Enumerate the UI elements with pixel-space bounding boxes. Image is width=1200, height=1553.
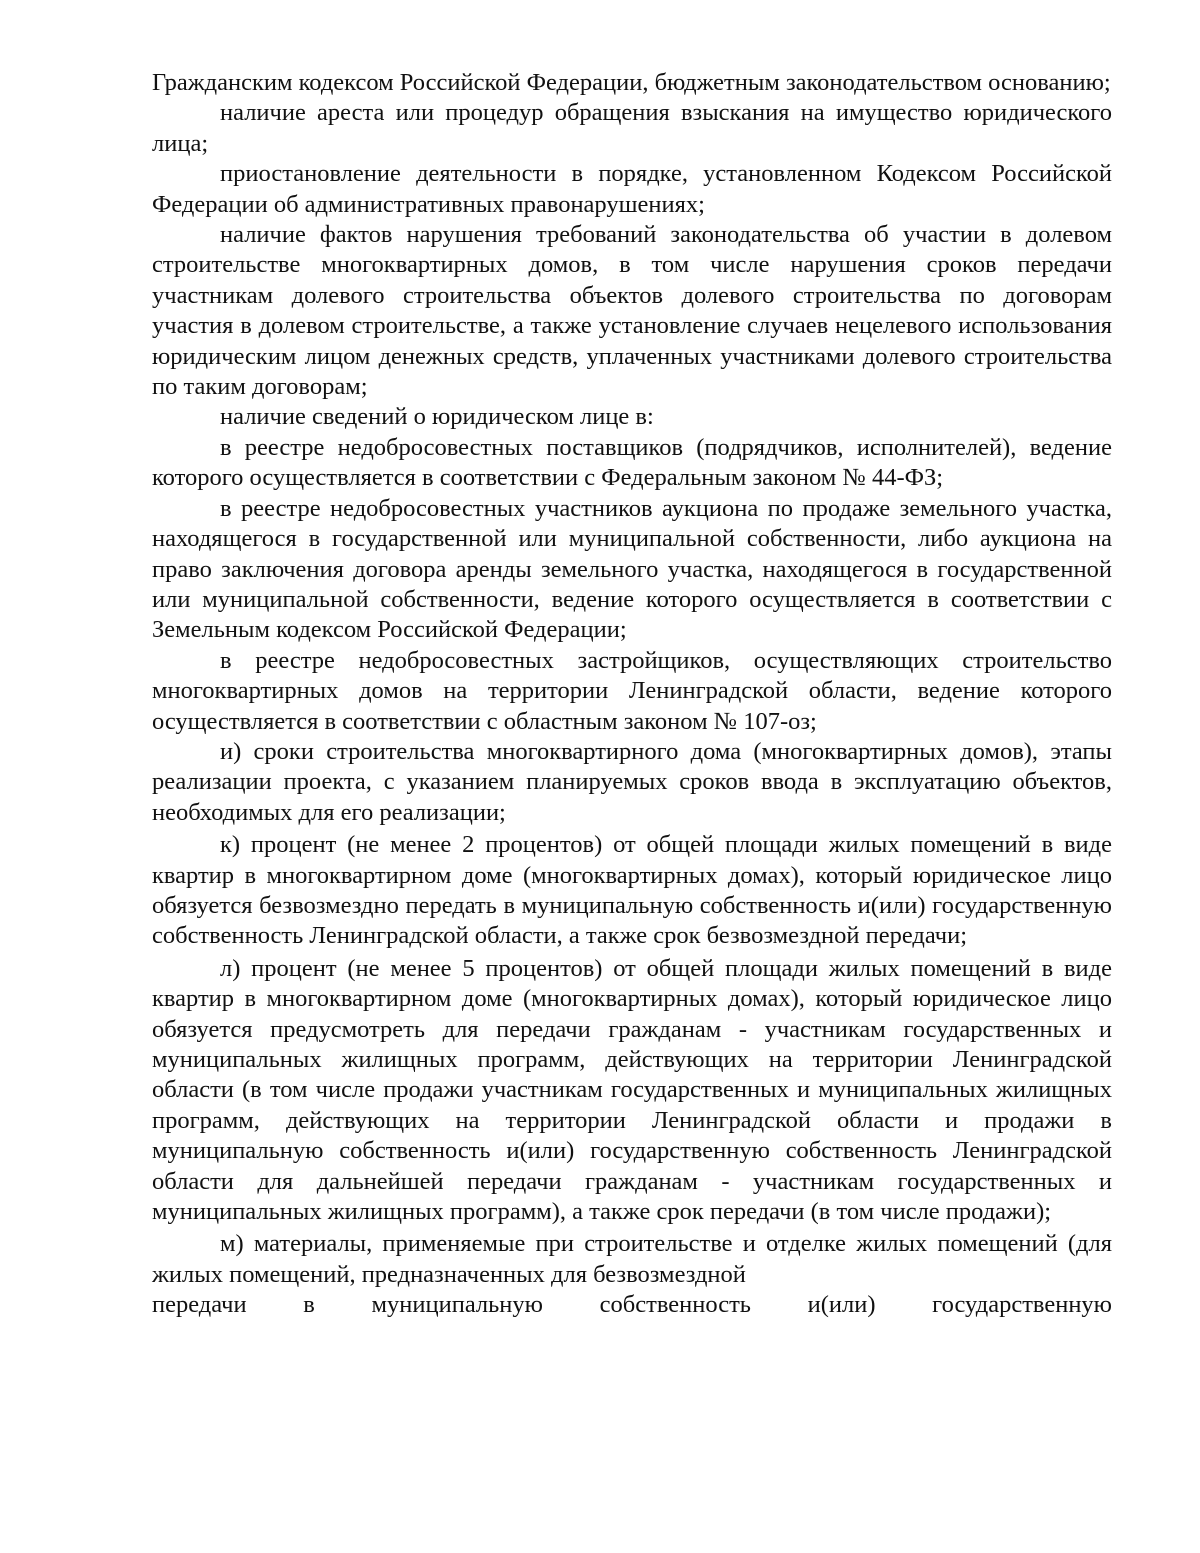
paragraph-item-l: л) процент (не менее 5 процентов) от общей площади жилых помещений в виде квартир в многоквартирном доме (многоквартирных домах), который юридическое лицо обязуется предусмотреть для передачи гражданам - участникам государственных и муниципальных жилищных программ, действующих на территории Ленинградской области (в том числе продажи участникам государственных и муниципальных жилищных программ, действующих на территории Ленинградской области и продажи в муниципальную собственность и(или) государственную собственность Ленинградской области для дальнейшей передачи гражданам - участникам государственных и муниципальных жилищных программ), а также срок передачи (в том числе продажи); <box>152 954 1112 1226</box>
paragraph-developers-registry: в реестре недобросовестных застройщиков, осуществляющих строительство многоквартирных домов на территории Ленинградской области, ведение которого осуществляется в соответствии с областным законом № 107-оз; <box>152 646 1112 735</box>
paragraph-registries-intro: наличие сведений о юридическом лице в: <box>220 403 654 431</box>
paragraph-arrest: наличие ареста или процедур обращения взыскания на имущество юридического лица; <box>152 99 1112 157</box>
paragraph-continuation: передачи в муниципальную собственность и(или) государственную <box>152 1291 1112 1319</box>
paragraph-violations: наличие фактов нарушения требований законодательства об участии в долевом строительстве многоквартирных домов, в том числе нарушения сроков передачи участникам долевого строительства объектов долевого строительства по договорам участия в долевом строительстве, а также установление случаев нецелевого использования юридическим лицом денежных средств, уплаченных участниками долевого строительства по таким договорам; <box>152 221 1112 401</box>
paragraph-item-i: и) сроки строительства многоквартирного дома (многоквартирных домов), этапы реализации проекта, с указанием планируемых сроков ввода в эксплуатацию объектов, необходимых для его реализации; <box>152 737 1112 826</box>
paragraph-civil-code: Гражданским кодексом Российской Федерации, бюджетным законодательством основанию; <box>152 69 1111 96</box>
paragraph-suspension: приостановление деятельности в порядке, установленном Кодексом Российской Федерации об административных правонарушениях; <box>152 160 1112 218</box>
paragraph-item-k: к) процент (не менее 2 процентов) от общей площади жилых помещений в виде квартир в многоквартирном доме (многоквартирных домах), который юридическое лицо обязуется безвозмездно передать в муниципальную собственность и(или) государственную собственность Ленинградской области, а также срок безвозмездной передачи; <box>152 831 1112 950</box>
paragraph-auction-registry: в реестре недобросовестных участников аукциона по продаже земельного участка, находящегося в государственной или муниципальной собственности, либо аукциона на право заключения договора аренды земельного участка, находящегося в государственной или муниципальной собственности, ведение которого осуществляется в соответствии с Земельным кодексом Российской Федерации; <box>152 494 1112 644</box>
paragraph-suppliers-registry: в реестре недобросовестных поставщиков (подрядчиков, исполнителей), ведение которого осуществляется в соответствии с Федеральным законом № 44-ФЗ; <box>152 433 1112 492</box>
paragraph-item-m: м) материалы, применяемые при строительстве и отделке жилых помещений (для жилых помещений, предназначенных для безвозмездной <box>152 1230 1112 1288</box>
